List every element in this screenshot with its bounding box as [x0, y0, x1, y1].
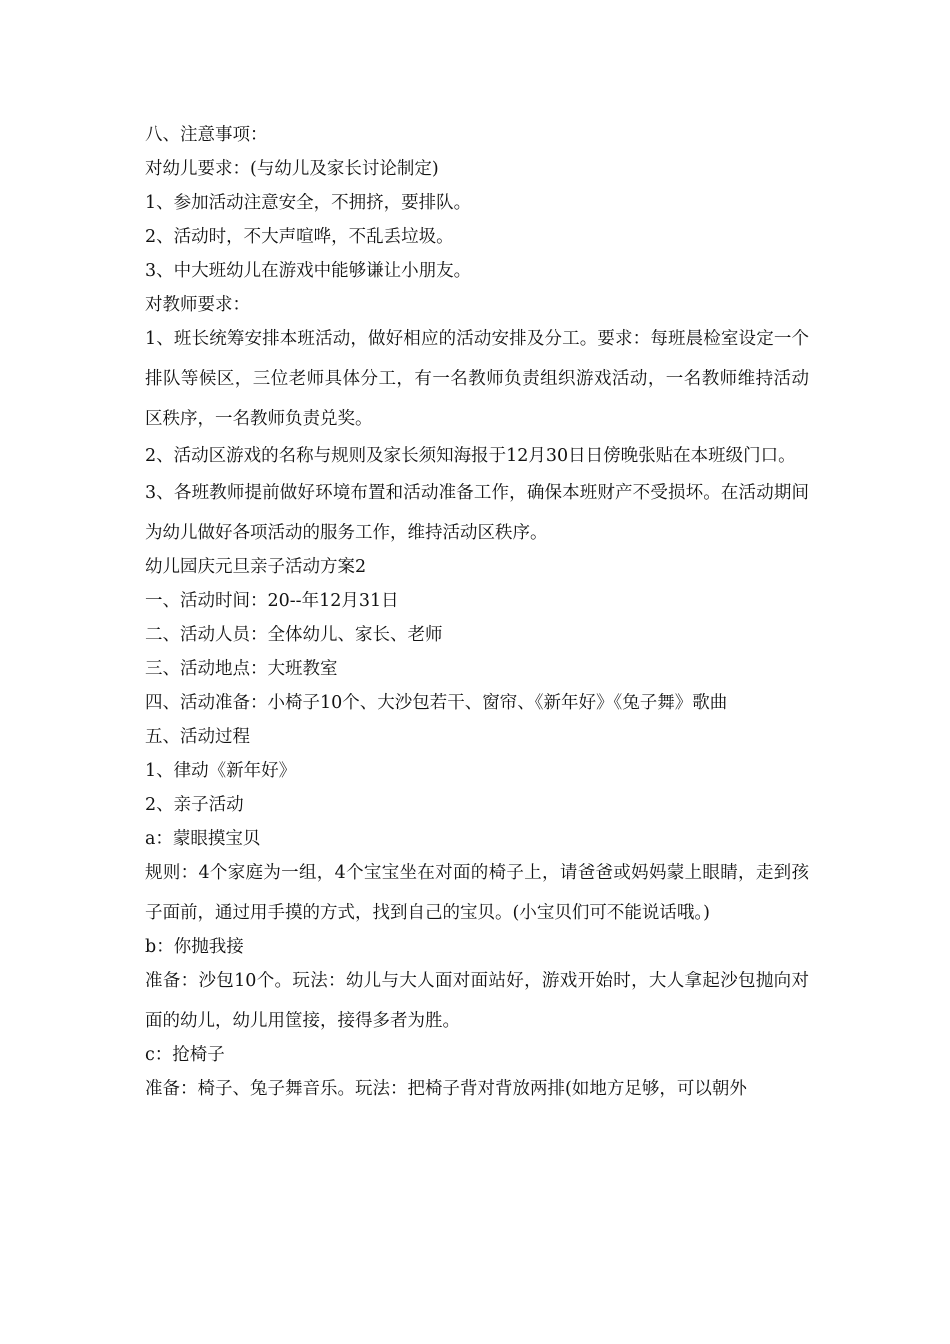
child-requirement-3: 3、中大班幼儿在游戏中能够谦让小朋友。	[145, 261, 472, 281]
plan-2-title: 幼儿园庆元旦亲子活动方案2	[145, 557, 367, 577]
heading-notes: 八、注意事项：	[145, 125, 268, 145]
game-b-title: b：你抛我接	[145, 937, 244, 957]
process-step-2: 2、亲子活动	[145, 795, 244, 815]
teacher-requirement-3: 3、各班教师提前做好环境布置和活动准备工作，确保本班财产不受损坏。在活动期间为幼儿做好各项活动的服务工作，维持活动区秩序。	[145, 483, 809, 543]
activity-participants: 二、活动人员：全体幼儿、家长、老师	[145, 625, 443, 645]
process-step-1: 1、律动《新年好》	[145, 761, 297, 781]
game-c-rules: 准备：椅子、兔子舞音乐。玩法：把椅子背对背放两排(如地方足够，可以朝外	[145, 1079, 747, 1099]
child-requirement-1: 1、参加活动注意安全，不拥挤，要排队。	[145, 193, 472, 213]
game-b-rules: 准备：沙包10个。玩法：幼儿与大人面对面站好，游戏开始时，大人拿起沙包抛向对面的幼儿，幼儿用筐接，接得多者为胜。	[145, 971, 809, 1031]
child-requirements-title: 对幼儿要求：(与幼儿及家长讨论制定)	[145, 159, 439, 179]
teacher-requirement-2: 2、活动区游戏的名称与规则及家长须知海报于12月30日日傍晚张贴在本班级门口。	[145, 446, 796, 466]
child-requirement-2: 2、活动时，不大声喧哗，不乱丢垃圾。	[145, 227, 454, 247]
document-body	[145, 118, 809, 1106]
teacher-requirement-1: 1、班长统筹安排本班活动，做好相应的活动安排及分工。要求：每班晨检室设定一个排队等候区，三位老师具体分工，有一名教师负责组织游戏活动，一名教师维持活动区秩序，一名教师负责兑奖。	[145, 329, 809, 429]
game-a-rules: 规则：4个家庭为一组，4个宝宝坐在对面的椅子上，请爸爸或妈妈蒙上眼睛，走到孩子面前，通过用手摸的方式，找到自己的宝贝。(小宝贝们可不能说话哦。)	[145, 863, 809, 923]
game-c-title: c：抢椅子	[145, 1045, 225, 1065]
activity-process-heading: 五、活动过程	[145, 727, 250, 747]
activity-time: 一、活动时间：20--年12月31日	[145, 591, 399, 611]
game-a-title: a：蒙眼摸宝贝	[145, 829, 261, 849]
activity-location: 三、活动地点：大班教室	[145, 659, 338, 679]
teacher-requirements-title: 对教师要求：	[145, 295, 250, 315]
activity-preparation: 四、活动准备：小椅子10个、大沙包若干、窗帘、《新年好》《兔子舞》歌曲	[145, 693, 728, 713]
